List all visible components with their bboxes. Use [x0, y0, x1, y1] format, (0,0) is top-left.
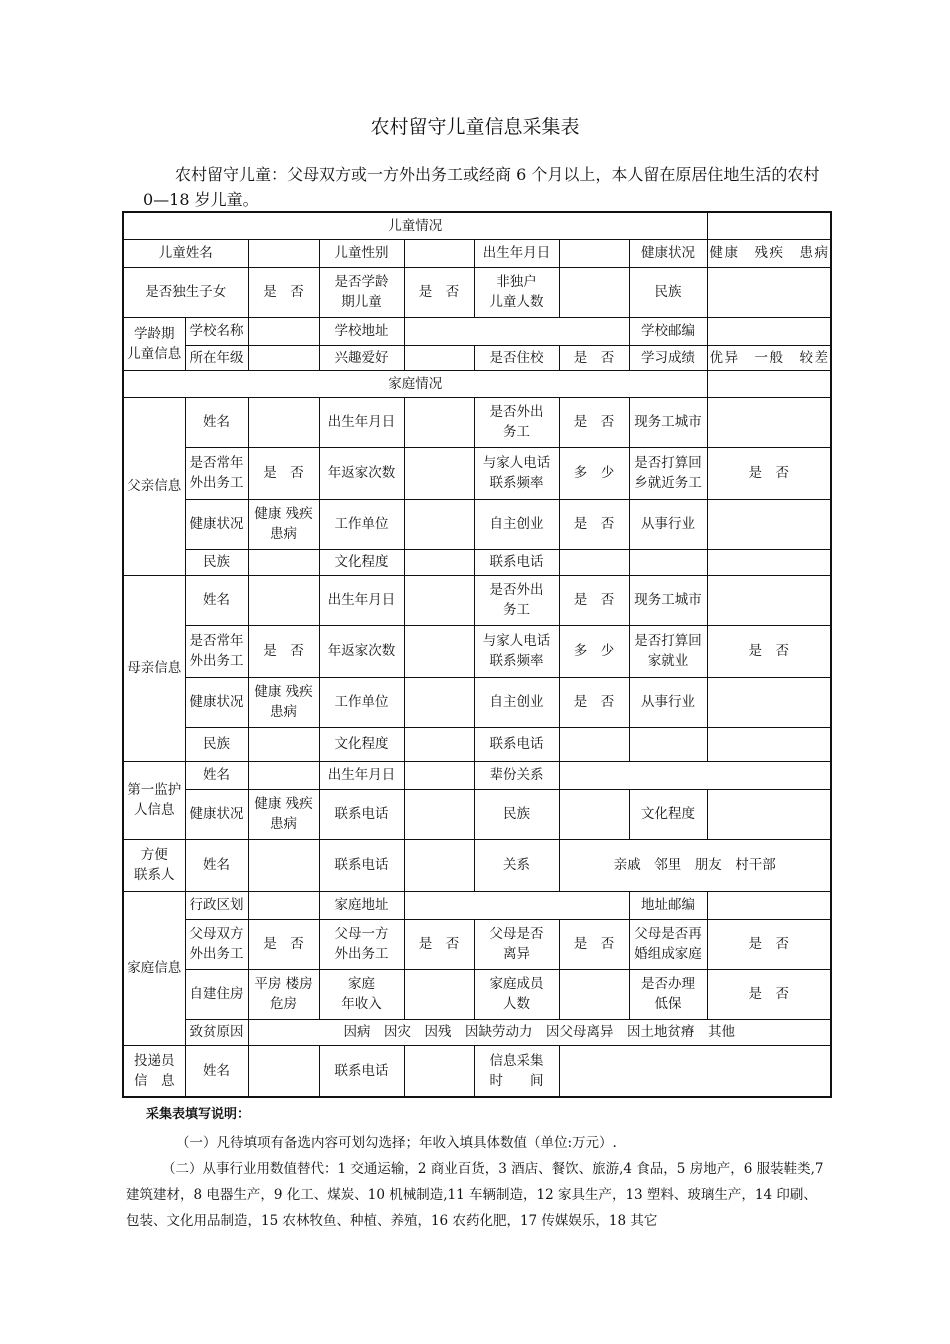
table-cell: 学习成绩 — [629, 345, 707, 370]
table-cell: 健康 残疾 患病 — [248, 677, 319, 727]
table-cell: 投递员 信 息 — [123, 1045, 185, 1097]
table-cell: 姓名 — [185, 761, 248, 789]
table-cell: 是否办理 低保 — [629, 969, 707, 1019]
table-cell: 是否常年 外出务工 — [185, 447, 248, 499]
table-cell: 是 否 — [559, 575, 629, 625]
table-row — [123, 267, 831, 317]
table-cell: 父母一方 外出务工 — [319, 919, 404, 969]
table-cell: 民族 — [185, 549, 248, 575]
input-cell[interactable] — [248, 549, 319, 575]
input-cell[interactable] — [707, 267, 831, 317]
table-cell: 与家人电话 联系频率 — [474, 625, 559, 677]
table-cell: 多 少 — [559, 447, 629, 499]
input-cell[interactable] — [404, 891, 629, 919]
table-cell: 联系电话 — [319, 1045, 404, 1097]
input-cell[interactable] — [248, 761, 319, 789]
table-cell: 行政区划 — [185, 891, 248, 919]
table-cell: 家庭信息 — [123, 891, 185, 1045]
table-cell: 工作单位 — [319, 677, 404, 727]
table-cell: 与家人电话 联系频率 — [474, 447, 559, 499]
table-cell: 文化程度 — [319, 549, 404, 575]
input-cell[interactable] — [404, 549, 474, 575]
table-cell: 健康状况 — [185, 677, 248, 727]
input-cell[interactable] — [404, 1045, 474, 1097]
input-cell[interactable] — [248, 839, 319, 891]
table-cell: 学校地址 — [319, 317, 404, 345]
input-cell[interactable] — [404, 625, 474, 677]
table-row — [123, 499, 831, 549]
input-cell[interactable] — [559, 727, 629, 761]
table-cell: 姓名 — [185, 397, 248, 447]
input-cell[interactable] — [404, 397, 474, 447]
table-cell: 联系电话 — [474, 727, 559, 761]
input-cell[interactable] — [559, 549, 629, 575]
table-cell: 所在年级 — [185, 345, 248, 370]
table-cell: 是 否 — [559, 397, 629, 447]
table-cell: 家庭成员 人数 — [474, 969, 559, 1019]
table-row — [123, 891, 831, 919]
table-cell: 是否住校 — [474, 345, 559, 370]
table-cell: 学校名称 — [185, 317, 248, 345]
table-cell: 工作单位 — [319, 499, 404, 549]
table-cell: 健康 残疾 患病 — [707, 239, 831, 267]
note-item: （一）凡待填项有备选内容可划勾选择；年收入填具体数值（单位:万元）. — [176, 1135, 617, 1151]
table-cell: 是否独生子女 — [123, 267, 248, 317]
input-cell[interactable] — [404, 317, 629, 345]
table-cell: 民族 — [185, 727, 248, 761]
table-cell: 健康状况 — [185, 789, 248, 839]
input-cell[interactable] — [248, 575, 319, 625]
table-cell: 兴趣爱好 — [319, 345, 404, 370]
input-cell[interactable] — [404, 839, 474, 891]
table-cell: 是 否 — [248, 625, 319, 677]
table-cell: 是 否 — [404, 919, 474, 969]
input-cell[interactable] — [707, 499, 831, 549]
table-cell: 是否学龄 期儿童 — [319, 267, 404, 317]
input-cell[interactable] — [404, 969, 474, 1019]
input-cell[interactable] — [707, 727, 831, 761]
table-cell: 自建住房 — [185, 969, 248, 1019]
table-row — [123, 839, 831, 891]
table-cell: 姓名 — [185, 1045, 248, 1097]
table-cell: 第一监护 人信息 — [123, 761, 185, 839]
table-row — [123, 789, 831, 839]
table-cell: 是 否 — [707, 919, 831, 969]
table-cell: 因病 因灾 因残 因缺劳动力 因父母离异 因土地贫瘠 其他 — [248, 1019, 831, 1045]
input-cell[interactable] — [559, 239, 629, 267]
input-cell[interactable] — [404, 789, 474, 839]
notes-section — [126, 1104, 826, 1234]
input-cell[interactable] — [629, 549, 707, 575]
input-cell[interactable] — [707, 317, 831, 345]
table-cell: 年返家次数 — [319, 447, 404, 499]
table-cell: 自主创业 — [474, 499, 559, 549]
table-cell: 多 少 — [559, 625, 629, 677]
table-row — [123, 761, 831, 789]
table-row — [123, 575, 831, 625]
input-cell[interactable] — [248, 345, 319, 370]
input-cell[interactable] — [559, 761, 831, 789]
table-row — [123, 317, 831, 345]
table-cell: 健康状况 — [629, 239, 707, 267]
table-cell: 学校邮编 — [629, 317, 707, 345]
input-cell[interactable] — [404, 677, 474, 727]
table-cell: 家庭地址 — [319, 891, 404, 919]
table-cell: 是否外出 务工 — [474, 575, 559, 625]
table-cell: 是 否 — [707, 447, 831, 499]
input-cell[interactable] — [707, 549, 831, 575]
table-cell: 优异 一般 较差 — [707, 345, 831, 370]
input-cell[interactable] — [559, 789, 629, 839]
table-cell: 联系电话 — [319, 789, 404, 839]
input-cell[interactable] — [404, 727, 474, 761]
table-cell: 致贫原因 — [185, 1019, 248, 1045]
table-cell: 出生年月日 — [474, 239, 559, 267]
table-cell: 方便 联系人 — [123, 839, 185, 891]
input-cell[interactable] — [559, 1045, 831, 1097]
table-cell: 父母是否再 婚组成家庭 — [629, 919, 707, 969]
input-cell[interactable] — [559, 267, 629, 317]
table-cell: 民族 — [629, 267, 707, 317]
table-cell: 辈份关系 — [474, 761, 559, 789]
table-cell: 是 否 — [248, 447, 319, 499]
input-cell[interactable] — [559, 969, 629, 1019]
table-row — [123, 345, 831, 370]
table-cell: 健康 残疾 患病 — [248, 789, 319, 839]
section-heading: 家庭情况 — [123, 370, 707, 397]
note-item: （二）从事行业用数值替代：1 交通运输，2 商业百货，3 酒店、餐饮、旅游,4 食品，5 房地产，6 服装鞋类,7 建筑建材，8 电器生产，9 化工、煤炭、10 机械制造,11 车辆制造，12 家具生产，13 塑料、玻璃生产，14 印刷、包装、文化用品制造，15 农林牧鱼、种植、养殖，16 农药化肥，17 传媒娱乐，18 其它 — [126, 1161, 824, 1229]
table-cell: 年返家次数 — [319, 625, 404, 677]
table-cell: 姓名 — [185, 839, 248, 891]
table-cell: 现务工城市 — [629, 575, 707, 625]
table-cell: 是 否 — [559, 677, 629, 727]
table-row — [123, 625, 831, 677]
table-row — [123, 370, 831, 397]
intro-paragraph: 农村留守儿童：父母双方或一方外出务工或经商 6 个月以上，本人留在原居住地生活的农村 0—18 岁儿童。 — [143, 165, 820, 209]
table-cell: 现务工城市 — [629, 397, 707, 447]
table-cell: 健康状况 — [185, 499, 248, 549]
input-cell[interactable] — [248, 397, 319, 447]
table-row — [123, 969, 831, 1019]
table-row — [123, 727, 831, 761]
table-cell: 文化程度 — [629, 789, 707, 839]
table-cell: 是 否 — [559, 499, 629, 549]
form-title: 农村留守儿童信息采集表 — [370, 116, 580, 138]
input-cell[interactable] — [707, 789, 831, 839]
input-cell[interactable] — [248, 239, 319, 267]
table-row — [123, 677, 831, 727]
input-cell[interactable] — [404, 761, 474, 789]
table-cell: 是否打算回 乡就近务工 — [629, 447, 707, 499]
table-cell: 平房 楼房 危房 — [248, 969, 319, 1019]
table-row — [123, 1045, 831, 1097]
input-cell[interactable] — [248, 1045, 319, 1097]
table-cell: 是 否 — [707, 625, 831, 677]
table-cell: 地址邮编 — [629, 891, 707, 919]
table-cell: 出生年月日 — [319, 575, 404, 625]
input-cell[interactable] — [707, 891, 831, 919]
table-row — [123, 212, 831, 239]
table-cell: 从事行业 — [629, 677, 707, 727]
table-cell: 非独户 儿童人数 — [474, 267, 559, 317]
table-cell: 儿童性别 — [319, 239, 404, 267]
section-heading: 儿童情况 — [123, 212, 707, 239]
table-row — [123, 447, 831, 499]
input-cell[interactable] — [404, 345, 474, 370]
notes-title: 采集表填写说明： — [146, 1107, 251, 1122]
table-cell: 是 否 — [559, 345, 629, 370]
table-cell: 亲戚 邻里 朋友 村干部 — [559, 839, 831, 891]
table-cell: 是 否 — [559, 919, 629, 969]
table-cell: 母亲信息 — [123, 575, 185, 761]
table-cell: 出生年月日 — [319, 761, 404, 789]
table-cell: 是否打算回 家就业 — [629, 625, 707, 677]
table-cell: 民族 — [474, 789, 559, 839]
table-cell: 父母双方 外出务工 — [185, 919, 248, 969]
input-cell[interactable] — [707, 677, 831, 727]
table-cell: 是 否 — [248, 267, 319, 317]
input-cell[interactable] — [404, 575, 474, 625]
input-cell[interactable] — [248, 727, 319, 761]
table-cell: 父母是否 离异 — [474, 919, 559, 969]
table-cell: 联系电话 — [474, 549, 559, 575]
table-cell: 联系电话 — [319, 839, 404, 891]
input-cell[interactable] — [707, 397, 831, 447]
table-row — [123, 397, 831, 447]
input-cell[interactable] — [404, 499, 474, 549]
table-cell: 自主创业 — [474, 677, 559, 727]
table-cell: 是 否 — [707, 969, 831, 1019]
table-cell: 姓名 — [185, 575, 248, 625]
table-row — [123, 1019, 831, 1045]
table-cell: 是否常年 外出务工 — [185, 625, 248, 677]
input-cell[interactable] — [248, 891, 319, 919]
input-cell[interactable] — [629, 727, 707, 761]
table-cell: 儿童姓名 — [123, 239, 248, 267]
table-cell: 是否外出 务工 — [474, 397, 559, 447]
table-row — [123, 919, 831, 969]
table-cell: 信息采集 时 间 — [474, 1045, 559, 1097]
table-cell: 健康 残疾 患病 — [248, 499, 319, 549]
input-cell[interactable] — [707, 575, 831, 625]
table-cell: 关系 — [474, 839, 559, 891]
input-cell[interactable] — [404, 447, 474, 499]
table-cell: 从事行业 — [629, 499, 707, 549]
input-cell[interactable] — [404, 239, 474, 267]
table-row — [123, 549, 831, 575]
table-cell: 父亲信息 — [123, 397, 185, 575]
table-cell: 是 否 — [248, 919, 319, 969]
input-cell[interactable] — [248, 317, 319, 345]
table-cell: 家庭 年收入 — [319, 969, 404, 1019]
table-cell: 出生年月日 — [319, 397, 404, 447]
table-cell: 是 否 — [404, 267, 474, 317]
info-collection-table — [122, 211, 832, 1098]
table-cell: 文化程度 — [319, 727, 404, 761]
table-row — [123, 239, 831, 267]
table-cell: 学龄期 儿童信息 — [123, 317, 185, 370]
